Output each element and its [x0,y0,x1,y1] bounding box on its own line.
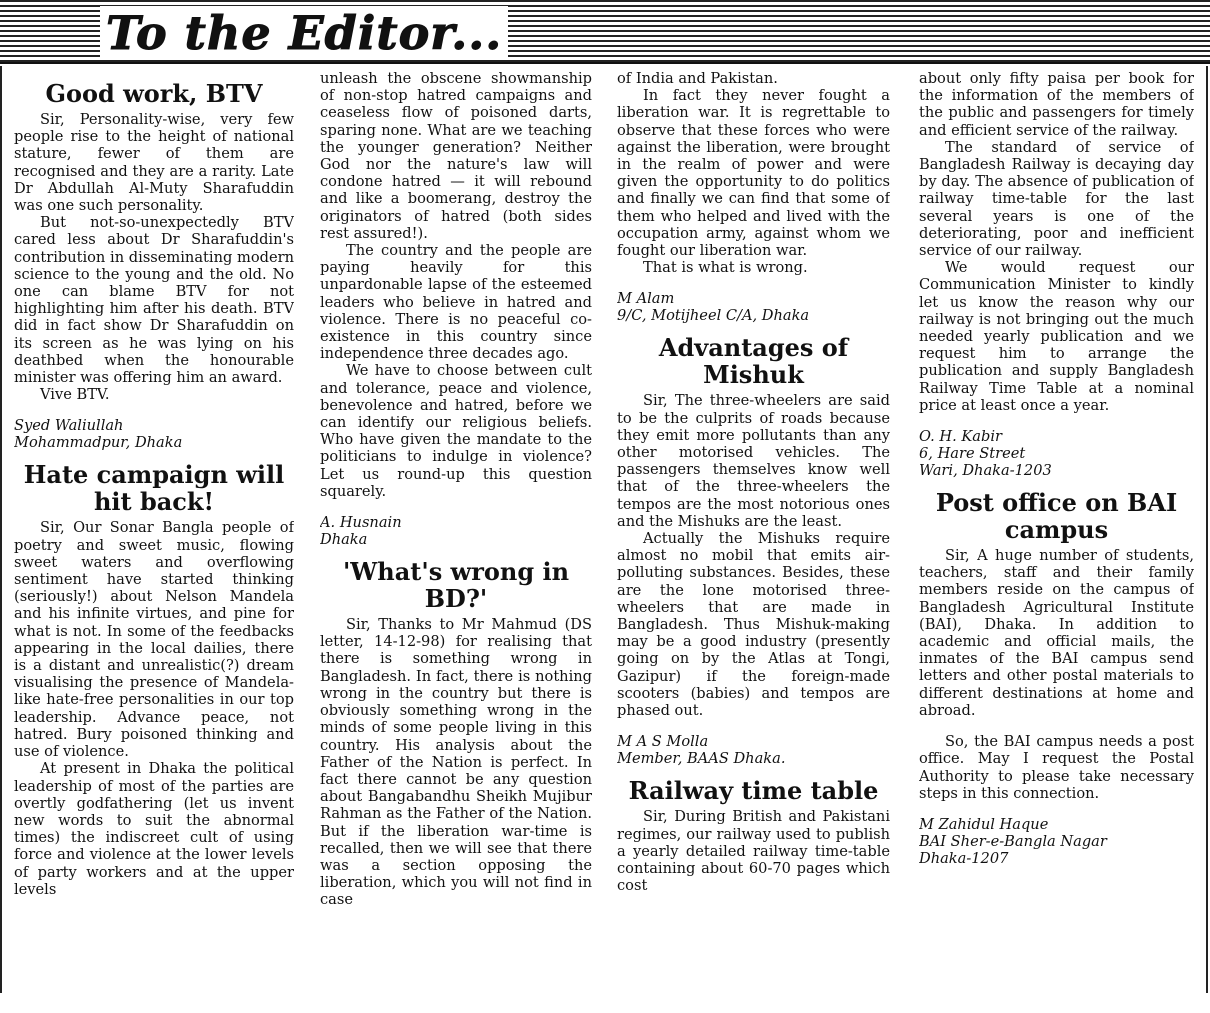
letter-paragraph: Actually the Mishuks require almost no mobil that emits air-polluting substances. Besides, these are the lone motorised three-wheelers that are made in Bangladesh. Thus Mishuk-making may be a good industry (presently going on by the Atlas at Tongi, Gazipur) if the foreign-made scooters (babies) and tempos are phased out. [617,530,890,720]
letter-paragraph: We would request our Communication Minister to kindly let us know the reason why our railway is not bringing out the much needed yearly publication and we request him to arrange the publication and supply Bangladesh Railway Time Table at a nominal price at least once a year. [919,259,1194,414]
signature-name: Syed Waliullah [14,417,124,435]
signature-place-2: Dhaka-1207 [919,849,1009,867]
signature-name: O. H. Kabir [919,428,1002,446]
letter-signature [919,816,1194,867]
column-4 [919,70,1194,1003]
letter-paragraph: unleash the obscene showmanship of non-stop hatred campaigns and ceaseless flow of poisoned darts, sparing none. What are we teaching the younger generation? Neither God nor the nature's law will condone hatred — it will rebound and like a boomerang, destroy the originators of hatred (both sides rest assured!). [320,70,592,242]
letter-paragraph: Sir, A huge number of students, teachers, staff and their family members reside on the campus of Bangladesh Agricultural Institute (BAI), Dhaka. In addition to academic and official mails, the inmates of the BAI campus send letters and other postal materials to different destinations at home and abroad. [919,547,1194,719]
section-banner [0,0,1210,64]
letter-headline-mishuk: Advantages of Mishuk [658,333,849,390]
signature-place: Member, BAAS Dhaka. [617,750,786,768]
letter-headline-railway: Railway time table [628,776,879,806]
signature-place: 6, Hare Street [919,445,1026,463]
left-border [0,66,2,993]
letter-paragraph: Sir, Our Sonar Bangla people of poetry and sweet music, flowing sweet waters and overflowing sentiment have started thinking (seriously!) about Nelson Mandela and his infinite virtues, and pine for what is not. In some of the feedbacks appearing in the local dailies, there is a distant and unrealistic(?) dream visualising the presence of Mandela-like hate-free personalities in our top leadership. Advance peace, not hatred. Bury poisoned thinking and use of violence. [14,519,294,761]
letter-signature [919,428,1194,479]
letter-paragraph: The standard of service of Bangladesh Railway is decaying day by day. The absence of publication of railway time-table for the last several years is one of the deteriorating, poor and inefficient service of our railway. [919,138,1194,260]
signature-place: BAI Sher-e-Bangla Nagar [919,832,1107,850]
paragraph-gap [919,719,1194,733]
letter-paragraph: of India and Pakistan. [617,70,778,87]
letter-paragraph: But not-so-unexpectedly BTV cared less about Dr Sharafuddin's contribution in disseminating modern science to the young and the old. No one can blame BTV for not highlighting him after his death. BTV did in fact show Dr Sharafuddin on its screen as he was lying on his deathbed when the honourable minister was offering him an award. [14,214,294,387]
signature-name: M Zahidul Haque [919,815,1049,833]
letter-headline-hate: Hate campaign will hit back! [23,460,285,517]
signature-name: M A S Molla [617,733,709,751]
column-1 [14,78,294,1003]
column-2 [320,70,592,1003]
letter-paragraph: So, the BAI campus needs a post office. May I request the Postal Authority to please take necessary steps in this connection. [919,733,1194,802]
letter-signature [617,733,890,767]
letter-paragraph: Sir, Personality-wise, very few people rise to the height of national stature, fewer of them are recognised and they are a rarity. Late Dr Abdullah Al-Muty Sharafuddin was one such personality. [14,111,294,215]
letter-headline-wrong: 'What's wrong in BD?' [342,557,570,614]
letter-signature [617,290,890,324]
letter-headline-btv: Good work, BTV [45,79,263,108]
signature-place: Dhaka [320,531,368,549]
signature-place: 9/C, Motijheel C/A, Dhaka [617,307,810,325]
letter-signature [14,417,294,451]
letter-paragraph: In fact they never fought a liberation war. It is regrettable to observe that these forces who were against the liberation, were brought in the realm of power and were given the opportunity to do politics and finally we can find that some of them who helped and lived with the occupation army, against whom we fought our liberation war. [617,87,890,260]
letter-paragraph: Sir, Thanks to Mr Mahmud (DS letter, 14-12-98) for realising that there is something wrong in Bangladesh. In fact, there is nothing wrong in the country but there is obviously something wrong in the minds of some people living in this country. His analysis about the Father of the Nation is perfect. In fact there cannot be any question about Bangabandhu Sheikh Mujibur Rahman as the Father of the Nation. But if the liberation war-time is recalled, then we will see that there was a section opposing the liberation, which you will not find in case [320,616,592,909]
letter-paragraph: At present in Dhaka the political leadership of most of the parties are overtly godfathering (let us invent new words to suit the abnormal times) the indiscreet cult of using force and violence at the lower levels of party workers and at the upper levels [14,760,294,898]
letter-paragraph: We have to choose between cult and tolerance, peace and violence, benevolence and hatred, before we can identify our religious beliefs. Who have given the mandate to the politicians to indulge in violence? Let us round-up this question squarely. [320,362,592,500]
letter-paragraph: Sir, The three-wheelers are said to be the culprits of roads because they emit more pollutants than any other motorised vehicles. The passengers themselves know well that of the three-wheelers the tempos are the most notorious ones and the Mishuks are the least. [617,392,890,530]
letter-headline-postoffice: Post office on BAI campus [935,488,1178,545]
letter-paragraph: That is what is wrong. [643,259,808,277]
signature-name: A. Husnain [320,514,402,532]
signature-place: Mohammadpur, Dhaka [14,434,183,452]
letter-paragraph: Vive BTV. [40,386,110,404]
letter-paragraph: The country and the people are paying heavily for this unpardonable lapse of the esteemed leaders who believe in hatred and violence. There is no peaceful co-existence in this country since independence three decades ago. [320,242,592,363]
section-title: To the Editor... [100,6,508,60]
signature-name: M Alam [617,290,675,308]
column-3 [617,70,890,1003]
letter-paragraph: about only fifty paisa per book for the information of the members of the public and passengers for timely and efficient service of the railway. [919,70,1194,139]
letter-paragraph: Sir, During British and Pakistani regimes, our railway used to publish a yearly detailed railway time-table containing about 60-70 pages which cost [617,808,890,895]
signature-place-2: Wari, Dhaka-1203 [919,462,1052,480]
letter-signature [320,514,592,548]
right-border [1206,66,1208,993]
